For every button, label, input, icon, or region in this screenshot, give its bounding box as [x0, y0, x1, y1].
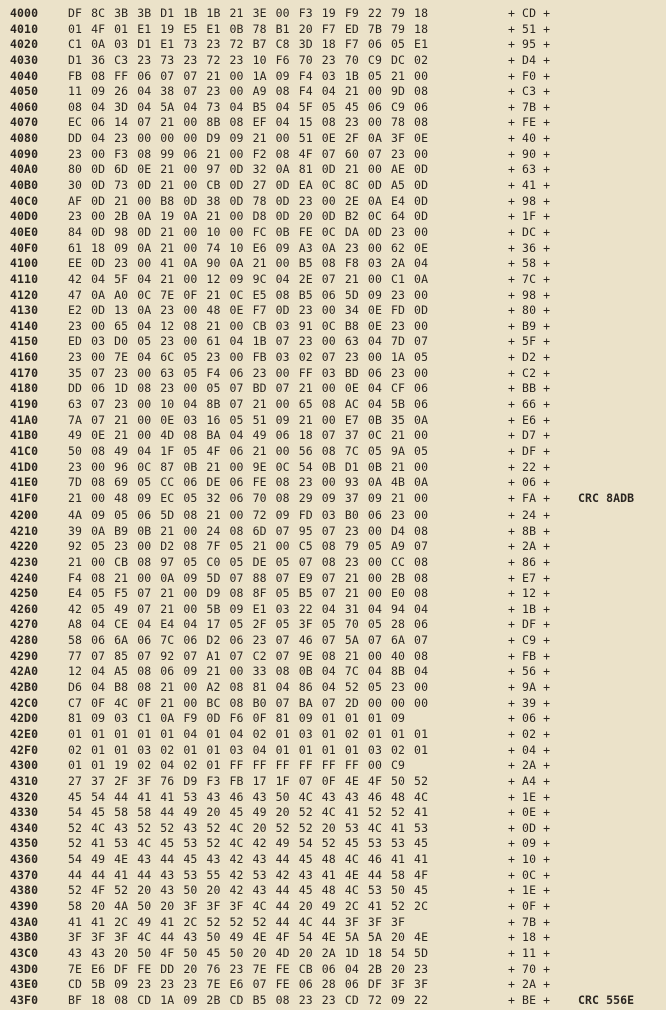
row-address: 4270 [10, 617, 39, 632]
row-checksum: + 39 + [508, 695, 551, 710]
hex-row [0, 350, 666, 366]
row-checksum: + 63 + [508, 162, 551, 177]
row-checksum: + 80 + [508, 303, 551, 318]
row-bytes: 7A 07 21 00 0E 03 16 05 51 09 21 00 E7 0B 35 0A [68, 412, 429, 427]
row-checksum: + 7C + [508, 271, 551, 286]
row-address: 40F0 [10, 240, 39, 255]
row-address: 4300 [10, 758, 39, 773]
hex-row [0, 915, 666, 931]
row-checksum: + BB + [508, 381, 551, 396]
hex-row [0, 711, 666, 727]
hex-row [0, 178, 666, 194]
row-bytes: 12 04 A5 08 06 09 21 00 33 08 0B 04 7C 04 8B 04 [68, 664, 429, 679]
row-address: 4020 [10, 37, 39, 52]
hex-row [0, 852, 666, 868]
hex-row [0, 460, 666, 476]
hex-row [0, 836, 666, 852]
row-address: 40A0 [10, 162, 39, 177]
row-address: 42B0 [10, 680, 39, 695]
row-address: 4370 [10, 867, 39, 882]
row-checksum: + 06 + [508, 711, 551, 726]
hex-row [0, 241, 666, 257]
row-checksum: + 24 + [508, 508, 551, 522]
row-checksum: + BE + [508, 992, 551, 1007]
row-checksum: + 98 + [508, 193, 551, 208]
row-checksum: + 2A + [508, 758, 551, 773]
row-address: 4120 [10, 287, 39, 302]
hex-block-2 [0, 508, 666, 1009]
row-bytes: 41 41 2C 49 41 2C 52 52 52 44 4C 44 3F 3F 3F [68, 914, 406, 929]
row-bytes: 7E E6 DF FE DD 20 76 23 7E FE CB 06 04 2B 20 23 [68, 961, 429, 976]
row-address: 4170 [10, 365, 39, 380]
row-checksum: + 41 + [508, 178, 551, 193]
row-address: 43A0 [10, 914, 39, 929]
row-checksum: + 2A + [508, 977, 551, 992]
row-checksum: + 98 + [508, 287, 551, 302]
row-checksum: + 0C + [508, 867, 551, 882]
row-address: 4250 [10, 586, 39, 601]
hex-row [0, 444, 666, 460]
row-address: 4130 [10, 303, 39, 318]
row-address: 4000 [10, 6, 39, 20]
row-bytes: 39 0A B9 0B 21 00 24 08 6D 07 95 07 23 00 D4 08 [68, 523, 429, 538]
hex-row [0, 209, 666, 225]
row-address: 43E0 [10, 977, 39, 992]
row-address: 4110 [10, 271, 39, 286]
row-checksum: + 86 + [508, 554, 551, 569]
row-checksum: + 7B + [508, 914, 551, 929]
hex-row [0, 696, 666, 712]
hex-row [0, 790, 666, 806]
hex-row [0, 977, 666, 993]
row-checksum: + E7 + [508, 570, 551, 585]
hex-row [0, 491, 666, 507]
row-address: 40E0 [10, 224, 39, 239]
row-checksum: + 0E + [508, 805, 551, 820]
row-bytes: 30 0D 73 0D 21 00 CB 0D 27 0D EA 0C 8C 0D A5 0D [68, 178, 429, 193]
row-checksum: + C9 + [508, 633, 551, 648]
row-address: 4040 [10, 68, 39, 83]
row-bytes: 35 07 23 00 63 05 F4 06 23 00 FF 03 BD 06 23 00 [68, 365, 429, 380]
hex-row [0, 664, 666, 680]
row-checksum: + 70 + [508, 961, 551, 976]
row-bytes: C7 0F 4C 0F 21 00 BC 08 B0 07 BA 07 2D 00 00 00 [68, 695, 429, 710]
row-bytes: 3F 3F 3F 4C 44 43 50 49 4E 4F 54 4E 5A 5A 20 4E [68, 930, 429, 945]
row-checksum: + 95 + [508, 37, 551, 52]
row-bytes: 84 0D 98 0D 21 00 10 00 FC 0B FE 0C DA 0D 23 00 [68, 224, 429, 239]
row-address: 4140 [10, 318, 39, 333]
hex-row [0, 100, 666, 116]
row-address: 4070 [10, 115, 39, 130]
row-bytes: 01 01 01 01 01 04 01 04 02 01 03 01 02 01 01 01 [68, 726, 429, 741]
row-checksum: + C2 + [508, 365, 551, 380]
row-bytes: 47 0A A0 0C 7E 0F 21 0C E5 08 B5 06 5D 09 23 00 [68, 287, 429, 302]
row-bytes: E4 05 F5 07 21 00 D9 08 8F 05 B5 07 21 00 E0 08 [68, 586, 429, 601]
row-address: 42F0 [10, 742, 39, 757]
row-checksum: + D4 + [508, 52, 551, 67]
row-address: 4210 [10, 523, 39, 538]
row-address: 4010 [10, 21, 39, 36]
row-bytes: 43 43 20 50 4F 50 45 50 20 4D 20 2A 1D 18 54 5D [68, 945, 429, 960]
hex-row [0, 194, 666, 210]
hex-row [0, 22, 666, 38]
row-checksum: + DF + [508, 443, 551, 458]
row-bytes: 23 00 2B 0A 19 0A 21 00 D8 0D 20 0D B2 0C 64 0D [68, 209, 429, 224]
row-bytes: 01 01 19 02 04 02 01 FF FF FF FF FF FF 00 C9 [68, 758, 406, 773]
hex-block-1 [0, 6, 666, 507]
row-bytes: 21 00 CB 08 97 05 C0 05 DE 05 07 08 23 00 CC 08 [68, 554, 429, 569]
hex-row [0, 539, 666, 555]
hex-row [0, 633, 666, 649]
hex-row [0, 115, 666, 131]
row-checksum: + D2 + [508, 350, 551, 365]
row-bytes: 52 41 53 4C 45 53 52 4C 42 49 54 52 45 53 53 45 [68, 836, 429, 851]
row-bytes: 52 4C 43 52 52 43 52 4C 20 52 52 20 53 4C 41 53 [68, 820, 429, 835]
row-bytes: 23 00 96 0C 87 0B 21 00 9E 0C 54 0B D1 0B 21 00 [68, 459, 429, 474]
row-bytes: 23 00 65 04 12 08 21 00 CB 03 91 0C B8 0E 23 00 [68, 318, 429, 333]
hex-row [0, 524, 666, 540]
row-checksum: + 36 + [508, 240, 551, 255]
hex-row [0, 821, 666, 837]
row-checksum: + 22 + [508, 459, 551, 474]
hex-row [0, 397, 666, 413]
row-checksum: + 66 + [508, 397, 551, 412]
row-bytes: 11 09 26 04 38 07 23 00 A9 08 F4 04 21 00 9D 08 [68, 84, 429, 99]
row-bytes: 45 54 44 41 41 53 43 46 43 50 4C 43 43 46 48 4C [68, 789, 429, 804]
row-checksum: + D7 + [508, 428, 551, 443]
row-checksum: + 56 + [508, 664, 551, 679]
row-checksum: + 02 + [508, 726, 551, 741]
hex-row [0, 946, 666, 962]
row-checksum: + 1E + [508, 883, 551, 898]
row-bytes: 52 4F 52 20 43 50 20 42 43 44 45 48 4C 53 50 45 [68, 883, 429, 898]
row-address: 4150 [10, 334, 39, 349]
row-checksum: + 40 + [508, 131, 551, 146]
row-address: 4360 [10, 852, 39, 867]
hex-row [0, 53, 666, 69]
row-checksum: + 1B + [508, 601, 551, 616]
row-bytes: EC 06 14 07 21 00 8B 08 EF 04 15 08 23 00 78 08 [68, 115, 429, 130]
hex-row [0, 366, 666, 382]
row-address: 4380 [10, 883, 39, 898]
row-address: 41B0 [10, 428, 39, 443]
row-checksum: + FB + [508, 648, 551, 663]
row-bytes: 58 06 6A 06 7C 06 D2 06 23 07 46 07 5A 07 6A 07 [68, 633, 429, 648]
hex-row [0, 930, 666, 946]
row-address: 4100 [10, 256, 39, 271]
hex-row [0, 272, 666, 288]
row-address: 4310 [10, 773, 39, 788]
row-bytes: 7D 08 69 05 CC 06 DE 06 FE 08 23 00 93 0A 4B 0A [68, 475, 429, 490]
hex-row [0, 993, 666, 1009]
row-address: 4330 [10, 805, 39, 820]
hex-row [0, 602, 666, 618]
row-address: 4320 [10, 789, 39, 804]
row-address: 4160 [10, 350, 39, 365]
row-bytes: AF 0D 21 00 B8 0D 38 0D 78 0D 23 00 2E 0A E4 0D [68, 193, 429, 208]
row-checksum: + 8B + [508, 523, 551, 538]
hex-row [0, 69, 666, 85]
row-address: 41D0 [10, 459, 39, 474]
row-address: 4090 [10, 146, 39, 161]
row-bytes: 23 00 F3 08 99 06 21 00 F2 08 4F 07 60 07 23 00 [68, 146, 429, 161]
row-address: 4350 [10, 836, 39, 851]
hex-row [0, 680, 666, 696]
hex-row [0, 868, 666, 884]
hex-row [0, 288, 666, 304]
row-checksum: + 58 + [508, 256, 551, 271]
hex-row [0, 6, 666, 22]
row-bytes: DD 04 23 00 00 00 D9 09 21 00 51 0E 2F 0A 3F 0E [68, 131, 429, 146]
row-checksum: + 0D + [508, 820, 551, 835]
row-bytes: 81 09 03 C1 0A F9 0D F6 0F 81 09 01 01 01 09 [68, 711, 406, 726]
row-checksum: + B9 + [508, 318, 551, 333]
row-address: 4030 [10, 52, 39, 67]
row-address: 40D0 [10, 209, 39, 224]
row-address: 4080 [10, 131, 39, 146]
row-checksum: + 7B + [508, 99, 551, 114]
row-address: 40C0 [10, 193, 39, 208]
hex-row [0, 303, 666, 319]
row-address: 4220 [10, 539, 39, 554]
hex-row [0, 319, 666, 335]
row-checksum: + 5F + [508, 334, 551, 349]
hex-row [0, 586, 666, 602]
row-checksum: + 90 + [508, 146, 551, 161]
row-bytes: 01 4F 01 E1 19 E5 E1 0B 78 B1 20 F7 ED 7B 79 18 [68, 21, 429, 36]
row-checksum: + 1F + [508, 209, 551, 224]
row-bytes: A8 04 CE 04 E4 04 17 05 2F 05 3F 05 70 05 28 06 [68, 617, 429, 632]
row-bytes: 42 04 5F 04 21 00 12 09 9C 04 2E 07 21 00 C1 0A [68, 271, 429, 286]
row-checksum: + 11 + [508, 945, 551, 960]
row-address: 4240 [10, 570, 39, 585]
hex-row [0, 84, 666, 100]
hex-row [0, 225, 666, 241]
row-checksum: + 18 + [508, 930, 551, 945]
hex-row [0, 883, 666, 899]
row-bytes: 54 45 58 58 44 49 20 45 49 20 52 4C 41 52 52 41 [68, 805, 429, 820]
row-bytes: C1 0A 03 D1 E1 73 23 72 B7 C8 3D 18 F7 06 05 E1 [68, 37, 429, 52]
row-address: 4200 [10, 508, 39, 522]
hex-row [0, 428, 666, 444]
row-bytes: 44 44 41 44 43 53 55 42 53 42 43 41 4E 44 58 4F [68, 867, 429, 882]
row-bytes: F4 08 21 00 0A 09 5D 07 88 07 E9 07 21 00 2B 08 [68, 570, 429, 585]
row-bytes: 50 08 49 04 1F 05 4F 06 21 00 56 08 7C 05 9A 05 [68, 443, 429, 458]
hex-row [0, 617, 666, 633]
row-bytes: D1 36 C3 23 73 23 72 23 10 F6 70 23 70 C9 DC 02 [68, 52, 429, 67]
row-checksum: + DF + [508, 617, 551, 632]
row-bytes: 63 07 23 00 10 04 8B 07 21 00 65 08 AC 04 5B 06 [68, 397, 429, 412]
row-address: 42A0 [10, 664, 39, 679]
row-checksum: + F0 + [508, 68, 551, 83]
row-checksum: + 04 + [508, 742, 551, 757]
hex-row [0, 147, 666, 163]
row-bytes: FB 08 FF 06 07 07 21 00 1A 09 F4 03 1B 05 21 00 [68, 68, 429, 83]
hex-row [0, 758, 666, 774]
row-checksum: + A4 + [508, 773, 551, 788]
hex-row [0, 131, 666, 147]
row-address: 4390 [10, 899, 39, 914]
hex-row [0, 805, 666, 821]
row-address: 4230 [10, 554, 39, 569]
hex-row [0, 727, 666, 743]
row-address: 42D0 [10, 711, 39, 726]
hex-row [0, 334, 666, 350]
row-bytes: D6 04 B8 08 21 00 A2 08 81 04 86 04 52 05 23 00 [68, 680, 429, 695]
hex-row [0, 555, 666, 571]
hex-row [0, 475, 666, 491]
row-address: 41F0 [10, 490, 39, 505]
row-bytes: DD 06 1D 08 23 00 05 07 BD 07 21 00 0E 04 CF 06 [68, 381, 429, 396]
row-bytes: E2 0D 13 0A 23 00 48 0E F7 0D 23 00 34 0E FD 0D [68, 303, 429, 318]
row-bytes: BF 18 08 CD 1A 09 2B CD B5 08 23 23 CD 72 09 22 [68, 992, 429, 1007]
row-address: 41C0 [10, 443, 39, 458]
block-crc: CRC 556E [578, 992, 635, 1007]
row-checksum: + 09 + [508, 836, 551, 851]
row-bytes: 54 49 4E 43 44 45 43 42 43 44 45 48 4C 46 41 41 [68, 852, 429, 867]
row-address: 43D0 [10, 961, 39, 976]
row-bytes: 92 05 23 00 D2 08 7F 05 21 00 C5 08 79 05 A9 07 [68, 539, 429, 554]
row-bytes: 23 00 7E 04 6C 05 23 00 FB 03 02 07 23 00 1A 05 [68, 350, 429, 365]
hex-row [0, 571, 666, 587]
row-bytes: ED 03 D0 05 23 00 61 04 1B 07 23 00 63 04 7D 07 [68, 334, 429, 349]
row-bytes: DF 8C 3B 3B D1 1B 1B 21 3E 00 F3 19 F9 22 79 18 [68, 6, 429, 20]
row-address: 40B0 [10, 178, 39, 193]
hex-row [0, 774, 666, 790]
hex-row [0, 962, 666, 978]
row-address: 43B0 [10, 930, 39, 945]
row-address: 41E0 [10, 475, 39, 490]
row-address: 4280 [10, 633, 39, 648]
row-checksum: + 2A + [508, 539, 551, 554]
block-crc: CRC 8ADB [578, 490, 635, 505]
row-address: 43F0 [10, 992, 39, 1007]
row-bytes: 58 20 4A 50 20 3F 3F 3F 4C 44 20 49 2C 41 52 2C [68, 899, 429, 914]
row-checksum: + FA + [508, 490, 551, 505]
row-bytes: 42 05 49 07 21 00 5B 09 E1 03 22 04 31 04 94 04 [68, 601, 429, 616]
row-checksum: + 51 + [508, 21, 551, 36]
hex-row [0, 743, 666, 759]
row-address: 41A0 [10, 412, 39, 427]
row-address: 4190 [10, 397, 39, 412]
row-bytes: 21 00 48 09 EC 05 32 06 70 08 29 09 37 09 21 00 [68, 490, 429, 505]
hex-row [0, 413, 666, 429]
row-bytes: EE 0D 23 00 41 0A 90 0A 21 00 B5 08 F8 03 2A 04 [68, 256, 429, 271]
row-bytes: 80 0D 6D 0E 21 00 97 0D 32 0A 81 0D 21 00 AE 0D [68, 162, 429, 177]
hex-row [0, 899, 666, 915]
row-checksum: + 1E + [508, 789, 551, 804]
row-address: 4050 [10, 84, 39, 99]
row-checksum: + E6 + [508, 412, 551, 427]
row-address: 4060 [10, 99, 39, 114]
row-checksum: + C3 + [508, 84, 551, 99]
row-bytes: 77 07 85 07 92 07 A1 07 C2 07 9E 08 21 00 40 08 [68, 648, 429, 663]
row-checksum: + 0F + [508, 899, 551, 914]
row-bytes: 61 18 09 0A 21 00 74 10 E6 09 A3 0A 23 00 62 0E [68, 240, 429, 255]
row-address: 4340 [10, 820, 39, 835]
hex-row [0, 649, 666, 665]
row-address: 42E0 [10, 726, 39, 741]
row-address: 4290 [10, 648, 39, 663]
row-checksum: + FE + [508, 115, 551, 130]
row-address: 43C0 [10, 945, 39, 960]
row-checksum: + 10 + [508, 852, 551, 867]
row-bytes: 08 04 3D 04 5A 04 73 04 B5 04 5F 05 45 06 C9 06 [68, 99, 429, 114]
row-bytes: 27 37 2F 3F 76 D9 F3 FB 17 1F 07 0F 4E 4F 50 52 [68, 773, 429, 788]
hex-row [0, 256, 666, 272]
hex-row [0, 508, 666, 524]
row-bytes: 4A 09 05 06 5D 08 21 00 72 09 FD 03 B0 06 23 00 [68, 508, 429, 522]
row-address: 42C0 [10, 695, 39, 710]
row-checksum: + 06 + [508, 475, 551, 490]
row-address: 4180 [10, 381, 39, 396]
row-checksum: + DC + [508, 224, 551, 239]
row-address: 4260 [10, 601, 39, 616]
hex-row [0, 381, 666, 397]
row-checksum: + CD + [508, 6, 551, 20]
row-bytes: CD 5B 09 23 23 23 7E E6 07 FE 06 28 06 DF 3F 3F [68, 977, 429, 992]
row-checksum: + 12 + [508, 586, 551, 601]
row-bytes: 02 01 01 03 02 01 01 03 04 01 01 01 01 03 02 01 [68, 742, 429, 757]
row-bytes: 49 0E 21 00 4D 08 BA 04 49 06 18 07 37 0C 21 00 [68, 428, 429, 443]
hex-row [0, 37, 666, 53]
hex-row [0, 162, 666, 178]
row-checksum: + 9A + [508, 680, 551, 695]
